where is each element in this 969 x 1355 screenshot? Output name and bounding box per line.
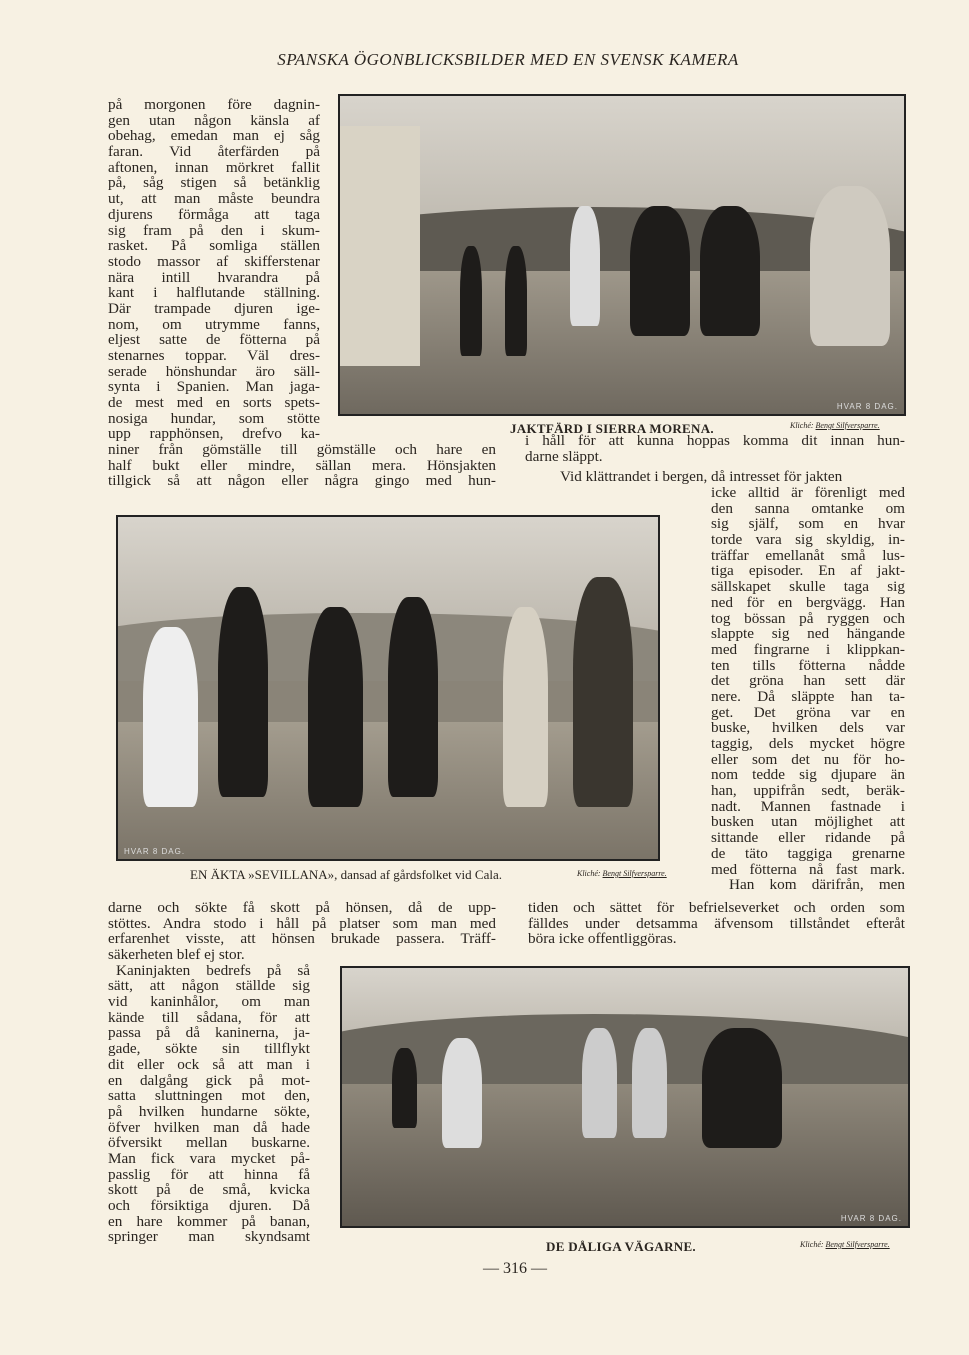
text-line: synta i Spanien. Man jaga- [108, 378, 320, 396]
text-line: med fingrarne i klippkan- [711, 640, 905, 658]
text-line: icke alltid är förenligt med [711, 484, 905, 501]
text-line: darne släppt. [525, 447, 603, 465]
text-line: passa på då kaninerna, ja- [108, 1024, 310, 1042]
text-block-3 [525, 433, 905, 464]
text-line: i håll för att kunna hoppas komma dit innan hun- [525, 432, 905, 449]
text-line: nom, om utrymme fanns, [108, 315, 320, 333]
text-line: nosiga hundar, som stötte [108, 409, 320, 427]
text-line: Man fick vara mycket på- [108, 1149, 310, 1167]
text-line: kant i halflutande ställning. [108, 284, 320, 302]
text-block-7 [528, 900, 905, 947]
text-line: nadt. Mannen fastnade i [711, 797, 905, 815]
text-line: darne och sökte få skott på hönsen, då de upp- [108, 899, 496, 916]
text-line: de mest med en sorts spets- [108, 394, 320, 412]
watermark: HVAR 8 DAG. [836, 402, 898, 411]
text-line: aftonen, innan mörkret fallit [108, 158, 320, 176]
text-line: taggig, dels mycket högre [711, 735, 905, 752]
running-header: SPANSKA ÖGONBLICKSBILDER MED EN SVENSK KAMERA [277, 50, 739, 69]
text-line: en hare kommer på banan, [108, 1212, 310, 1230]
photo-sevillana-dance [116, 515, 660, 861]
figure-caption: JAKTFÄRD I SIERRA MORENA. [510, 421, 714, 436]
text-line: den sanna omtanke om [711, 499, 905, 517]
watermark: HVAR 8 DAG. [840, 1214, 902, 1223]
text-block-8 [108, 947, 310, 1245]
text-line: ut, att man måste beundra [108, 190, 320, 208]
text-line: passlig för att hinna få [108, 1165, 310, 1183]
text-line: Kaninjakten bedrefs på så [116, 961, 310, 979]
text-line: nere. Då släppte han ta- [711, 687, 905, 705]
text-line: tiden och sättet för befrielseverket och orden som [528, 899, 905, 916]
text-line: dit eller ock så att man i [108, 1055, 310, 1073]
page-number: — 316 — [483, 1260, 547, 1277]
text-line: ten tills fötterna nådde [711, 656, 905, 674]
text-line: torde vara sig skyldig, in- [711, 531, 905, 549]
figure-caption: EN ÄKTA »SEVILLANA», dansad af gårdsfolket vid Cala. [190, 867, 502, 882]
text-line: rasket. På somliga ställen [108, 237, 320, 255]
text-block-4 [560, 469, 905, 485]
text-line: obehag, emedan man ej såg [108, 127, 320, 145]
text-line: gen utan någon känsla af [108, 111, 320, 129]
text-line: stenarnes toppar. Väl dres- [108, 347, 320, 364]
text-block-2 [108, 442, 496, 489]
text-line: en dalgång gick på mot- [108, 1071, 310, 1089]
text-line: stodo massor af skifferstenar [108, 252, 320, 270]
text-line: slappte sig ned hängande [711, 625, 905, 643]
photo-bad-roads [340, 966, 910, 1228]
text-line: Där trampade djuren ige- [108, 299, 320, 317]
text-line: nom tedde sig djupare än [711, 766, 905, 784]
text-line: sällskapet skulle taga sig [711, 578, 905, 596]
text-line: fälldes under detsamma äfvensom tillståndet efteråt [528, 914, 905, 932]
text-line: öfver hvilken man då hade [108, 1118, 310, 1136]
text-line: djurens förmåga att taga [108, 205, 320, 223]
text-line: tiga episoder. En af jakt- [711, 562, 905, 580]
text-line: springer man skyndsamt [108, 1228, 310, 1246]
text-line: öfversikt mellan buskarne. [108, 1134, 310, 1152]
watermark: HVAR 8 DAG. [124, 847, 186, 856]
text-line: satta sluttningen mot den, [108, 1087, 310, 1105]
text-line: erfarenhet visste, att hönsen brukade passera. Träff- [108, 930, 496, 948]
text-line: de täto taggiga grenarne [711, 844, 905, 862]
text-line: tillgick så att någon eller några gingo med hun- [108, 472, 496, 490]
text-line: faran. Vid återfärden på [108, 143, 320, 161]
text-line: och försiktiga djuren. Då [108, 1197, 310, 1214]
text-line: skott på de små, kvicka [108, 1181, 310, 1199]
text-line: Han kom därifrån, men [729, 876, 905, 894]
text-line: nära intill hvarandra på [108, 268, 320, 286]
figure-caption: DE DÅLIGA VÄGARNE. [546, 1239, 696, 1254]
text-block-6 [108, 900, 496, 947]
text-line: det gröna han sett där [711, 672, 905, 690]
text-line: half bukt eller mindre, sällan mera. Hönsjakten [108, 456, 496, 474]
text-line: med fötterna nå fast mark. [711, 860, 905, 878]
text-line: Vid klättrandet i bergen, då intresset för jakten [560, 468, 843, 485]
text-line: på, såg stigen så betänklig [108, 174, 320, 192]
text-block-5 [711, 485, 905, 893]
text-line: sätt, att någon ställde sig [108, 977, 310, 995]
text-line: på hvilken hundarne sökte, [108, 1102, 310, 1120]
text-line: vid kaninhålor, om man [108, 993, 310, 1011]
text-line: på morgonen före dagnin- [108, 96, 320, 113]
text-line: säkerheten blef ej stor. [108, 946, 245, 963]
text-line: sig fram på den i skum- [108, 221, 320, 239]
text-line: upp rapphönsen, drefvo ka- [108, 425, 320, 443]
text-line: träffar emellanåt små lus- [711, 546, 905, 564]
text-line: böra icke offentliggöras. [528, 930, 677, 948]
text-line: ned för en bergvägg. Han [711, 593, 905, 611]
text-line: tog bössan på ryggen och [711, 609, 905, 627]
text-block-1 [108, 97, 320, 442]
text-line: gade, sökte sin tillflykt [108, 1040, 310, 1058]
text-line: han, uppifrån sedt, beräk- [711, 782, 905, 800]
photo-credit: Kliché: Bengt Silfversparre. [800, 1240, 890, 1249]
text-line: eller som det nu för ho- [711, 750, 905, 768]
photo-credit: Kliché: Bengt Silfversparre. [790, 421, 880, 430]
photo-credit: Kliché: Bengt Silfversparre. [577, 869, 667, 878]
text-line: niner från gömställe till gömställe och hare en [108, 441, 496, 458]
text-line: kände till sådana, för att [108, 1008, 310, 1026]
text-line: buske, hvilken dels var [711, 719, 905, 737]
text-line: serade hönshundar äro säll- [108, 362, 320, 380]
text-line: get. Det gröna var en [711, 703, 905, 721]
text-line: sittande eller ridande på [711, 829, 905, 847]
text-line: busken utan möjlighet att [711, 813, 905, 831]
text-line: sig själf, som en hvar [711, 515, 905, 533]
text-line: stöttes. Andra stodo i håll på platser som man med [108, 914, 496, 932]
text-line: eljest satte de fötterna på [108, 331, 320, 349]
photo-hunting-party [338, 94, 906, 416]
